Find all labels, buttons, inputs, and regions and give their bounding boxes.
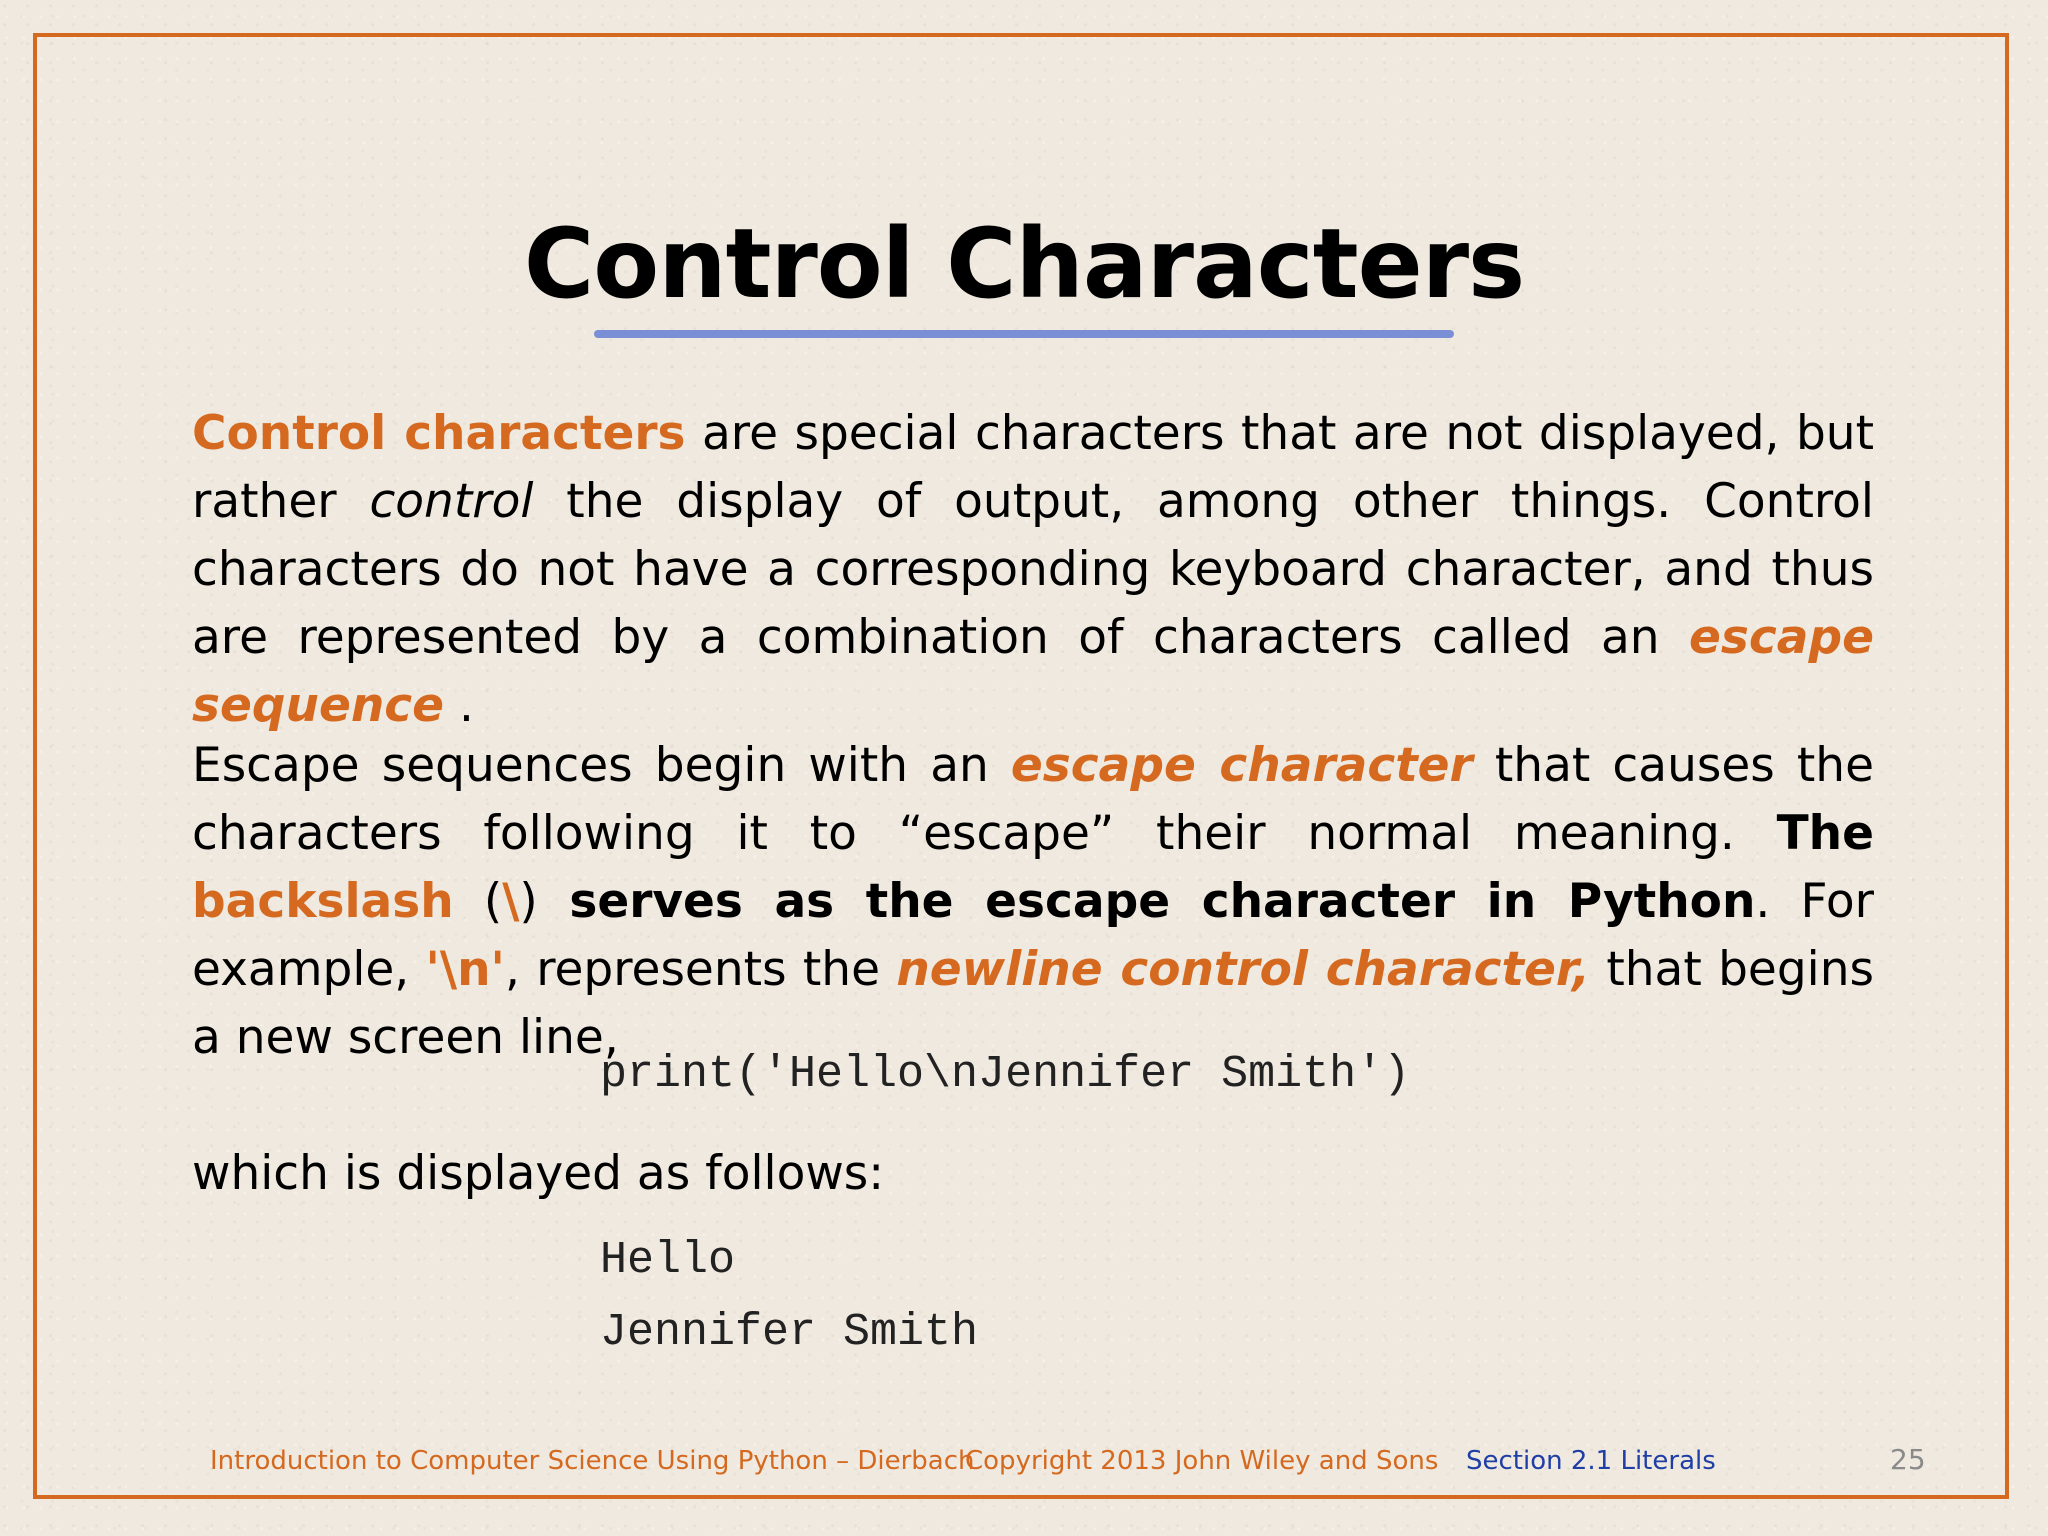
term-control-characters: Control characters [192,406,686,461]
text-segment: . [444,678,474,733]
output-line-1: Hello [600,1235,736,1286]
footer-section: Section 2.1 Literals [1466,1446,1716,1476]
term-backslash: backslash [192,874,454,929]
text-the-bold: The [1776,806,1874,861]
paragraph-control-characters [192,400,1874,740]
term-escape-character: escape character [1010,738,1473,793]
text-segment: . For example, [192,874,1874,997]
code-example: print('Hello\nJennifer Smith') [600,1049,1411,1100]
text-segment: Escape sequences begin with an [192,738,1011,793]
text-open-paren: ( [453,874,503,929]
paragraph-escape-sequences [192,732,1874,1072]
title-underline [594,330,1454,338]
code-newline: '\n' [425,942,505,997]
output-line-2: Jennifer Smith [600,1307,979,1358]
text-segment: , represents the [504,942,897,997]
text-serves-bold: serves as the escape character in Python [537,874,1756,929]
text-segment: are special characters that are not displayed, but rather [192,406,1874,529]
text-segment: that causes the characters following it to “escape” their normal meaning. [192,738,1875,861]
text-close-paren: ) [519,874,538,929]
text-control-italic: control [369,474,534,529]
term-escape-sequence: escape sequence [192,610,1874,733]
term-newline-control-character: newline control character, [896,942,1591,997]
footer-copyright: Copyright 2013 John Wiley and Sons [965,1446,1439,1476]
paragraph-displayed-as: which is displayed as follows: [192,1146,885,1201]
text-segment: the display of output, among other things. Control characters do not have a corresponding keyboard character, and thus are represented by a combination of characters called an [192,474,1874,665]
slide-title: Control Characters [523,208,1525,320]
page-number: 25 [1890,1443,1926,1476]
text-segment: that begins a new screen line, [192,942,1874,1065]
backslash-symbol: \ [502,874,520,929]
footer-book-title: Introduction to Computer Science Using Python – Dierbach [210,1446,975,1476]
